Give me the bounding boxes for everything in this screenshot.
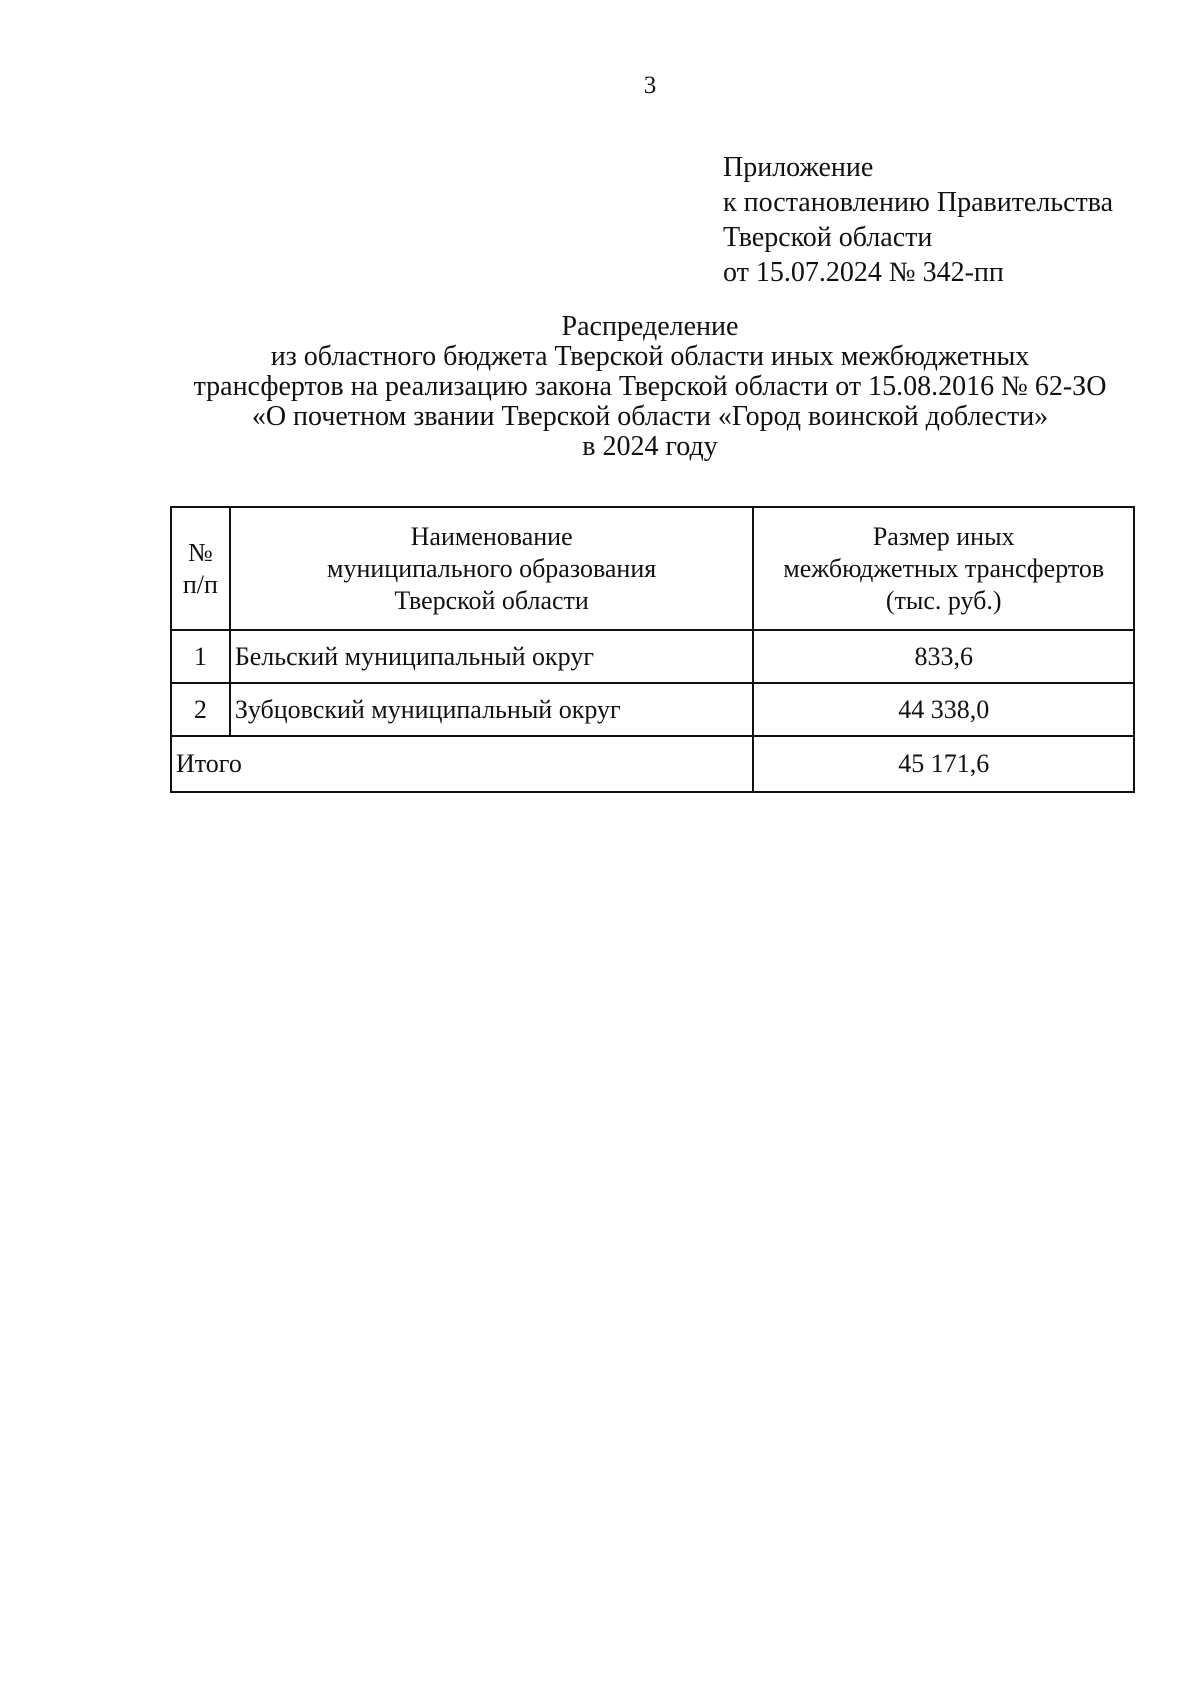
header-amount-line-2: межбюджетных трансфертов xyxy=(783,553,1105,583)
header-municipality-line-3: Тверской области xyxy=(394,585,589,615)
title-line-3: трансфертов на реализацию закона Тверской области от 15.08.2016 № 62-ЗО xyxy=(193,371,1107,402)
row-amount: 833,6 xyxy=(753,630,1134,683)
table-row xyxy=(171,630,1134,683)
row-municipality: Зубцовский муниципальный округ xyxy=(230,683,754,736)
appendix-line-4: от 15.07.2024 № 342-пп xyxy=(723,257,1004,288)
row-municipality: Бельский муниципальный округ xyxy=(230,630,754,683)
appendix-line-2: к постановлению Правительства xyxy=(723,187,1114,218)
document-title xyxy=(160,312,1140,462)
appendix-line-1: Приложение xyxy=(723,152,874,183)
row-number: 2 xyxy=(171,683,230,736)
header-municipality xyxy=(230,507,754,630)
header-amount-line-1: Размер иных xyxy=(872,521,1015,551)
table-total-row xyxy=(171,736,1134,792)
table-header-row xyxy=(171,507,1134,630)
row-number: 1 xyxy=(171,630,230,683)
title-line-2: из областного бюджета Тверской области иных межбюджетных xyxy=(270,341,1030,372)
appendix-line-3: Тверской области xyxy=(723,222,933,253)
total-label: Итого xyxy=(171,736,753,792)
page-number: 3 xyxy=(643,72,657,99)
header-municipality-line-1: Наименование xyxy=(410,521,573,551)
header-number xyxy=(171,507,230,630)
total-amount: 45 171,6 xyxy=(753,736,1134,792)
title-line-4: «О почетном звании Тверской области «Город воинской доблести» xyxy=(251,401,1049,432)
header-amount-line-3: (тыс. руб.) xyxy=(885,585,1002,615)
title-line-5: в 2024 году xyxy=(582,431,718,462)
title-line-1: Распределение xyxy=(561,311,739,342)
row-amount: 44 338,0 xyxy=(753,683,1134,736)
distribution-table xyxy=(170,506,1135,793)
header-number-line-2: п/п xyxy=(182,569,218,599)
header-municipality-line-2: муниципального образования xyxy=(327,553,657,583)
table-row xyxy=(171,683,1134,736)
header-number-line-1: № xyxy=(188,537,213,567)
appendix-header xyxy=(723,150,1113,290)
header-transfer-amount xyxy=(753,507,1134,630)
